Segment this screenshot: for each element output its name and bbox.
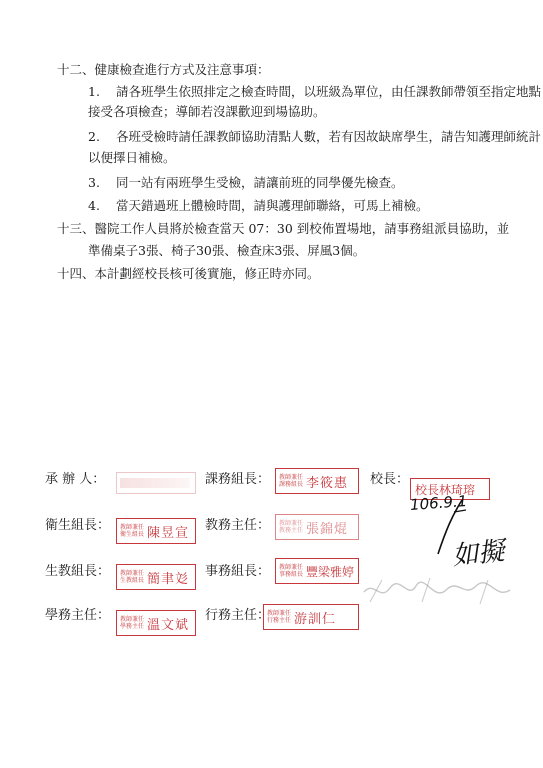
label-student-director: 學務主任： <box>45 608 111 623</box>
seal-name: 簡聿彣 <box>147 571 190 587</box>
item-1-number: 1. <box>88 84 100 99</box>
seal-title: 教師兼任 衛生組長 <box>120 524 145 538</box>
seal-name: 張錦焜 <box>306 521 349 537</box>
label-undertaker: 承 辦 人： <box>45 472 106 487</box>
seal-name: 李筱惠 <box>306 475 349 491</box>
item-2-line-2: 以便擇日補檢。 <box>88 150 176 165</box>
affairs-head-seal <box>275 558 359 584</box>
item-3-number: 3. <box>88 175 100 190</box>
item-4-number: 4. <box>88 198 100 213</box>
label-curriculum-head: 課務組長： <box>205 472 271 487</box>
seal-title: 教師兼任 行務主任 <box>267 610 292 624</box>
label-affairs-head: 事務組長： <box>205 564 271 579</box>
curriculum-head-seal <box>275 468 359 494</box>
undertaker-seal <box>116 472 196 494</box>
seal-title: 教師兼任 生教組長 <box>120 570 145 584</box>
faded-seal-ink <box>120 478 190 488</box>
handwritten-approval: 如擬 <box>450 536 506 572</box>
item-2-line-1: 各班受檢時請任課教師協助清點人數，若有因故缺席學生，請告知護理師統計 <box>116 129 542 144</box>
seal-title: 教師兼任 教務主任 <box>279 520 304 534</box>
handwritten-date: 106.9.1 <box>409 492 468 514</box>
student-director-seal <box>116 610 196 636</box>
bleed-through-handwriting <box>360 572 520 612</box>
seal-title: 教師兼任 學務主任 <box>120 616 145 630</box>
seal-name: 豐梁雅婷 <box>306 564 355 579</box>
section-13-line-2: 準備桌子3張、椅子30張、檢查床3張、屏風3個。 <box>88 243 366 258</box>
academic-director-seal <box>275 514 359 540</box>
life-edu-head-seal <box>116 564 196 590</box>
health-head-seal <box>116 518 196 544</box>
item-2-number: 2. <box>88 129 100 144</box>
label-health-head: 衛生組長： <box>45 518 111 533</box>
item-4-line-1: 當天錯過班上體檢時間，請與護理師聯絡，可馬上補檢。 <box>116 198 429 213</box>
seal-title: 教師兼任 事務組長 <box>279 564 304 578</box>
section-13-line-1: 十三、醫院工作人員將於檢查當天 07：30 到校佈置場地，請事務組派員協助，並 <box>57 221 510 236</box>
seal-name: 溫文斌 <box>147 617 190 633</box>
label-admin-director: 行務主任： <box>205 608 271 623</box>
seal-title: 教師兼任 課務組長 <box>279 474 304 488</box>
label-principal: 校長： <box>370 472 410 487</box>
label-academic-director: 教務主任： <box>205 518 271 533</box>
seal-name: 游訓仁 <box>294 611 337 627</box>
seal-name: 校長林琦瑢 <box>415 482 476 497</box>
item-1-line-1: 請各班學生依照排定之檢查時間，以班級為單位，由任課教師帶領至指定地點 <box>116 84 542 99</box>
section-12-heading: 十二、健康檢查進行方式及注意事項： <box>57 62 270 77</box>
label-life-edu-head: 生教組長： <box>45 564 111 579</box>
item-1-line-2: 接受各項檢查；導師若沒課歡迎到場協助。 <box>88 104 326 119</box>
seal-name: 陳昱宣 <box>147 525 190 541</box>
item-3-line-1: 同一站有兩班學生受檢，請讓前班的同學優先檢查。 <box>116 175 404 190</box>
admin-director-seal <box>263 604 359 630</box>
section-14-line-1: 十四、本計劃經校長核可後實施，修正時亦同。 <box>57 266 320 281</box>
